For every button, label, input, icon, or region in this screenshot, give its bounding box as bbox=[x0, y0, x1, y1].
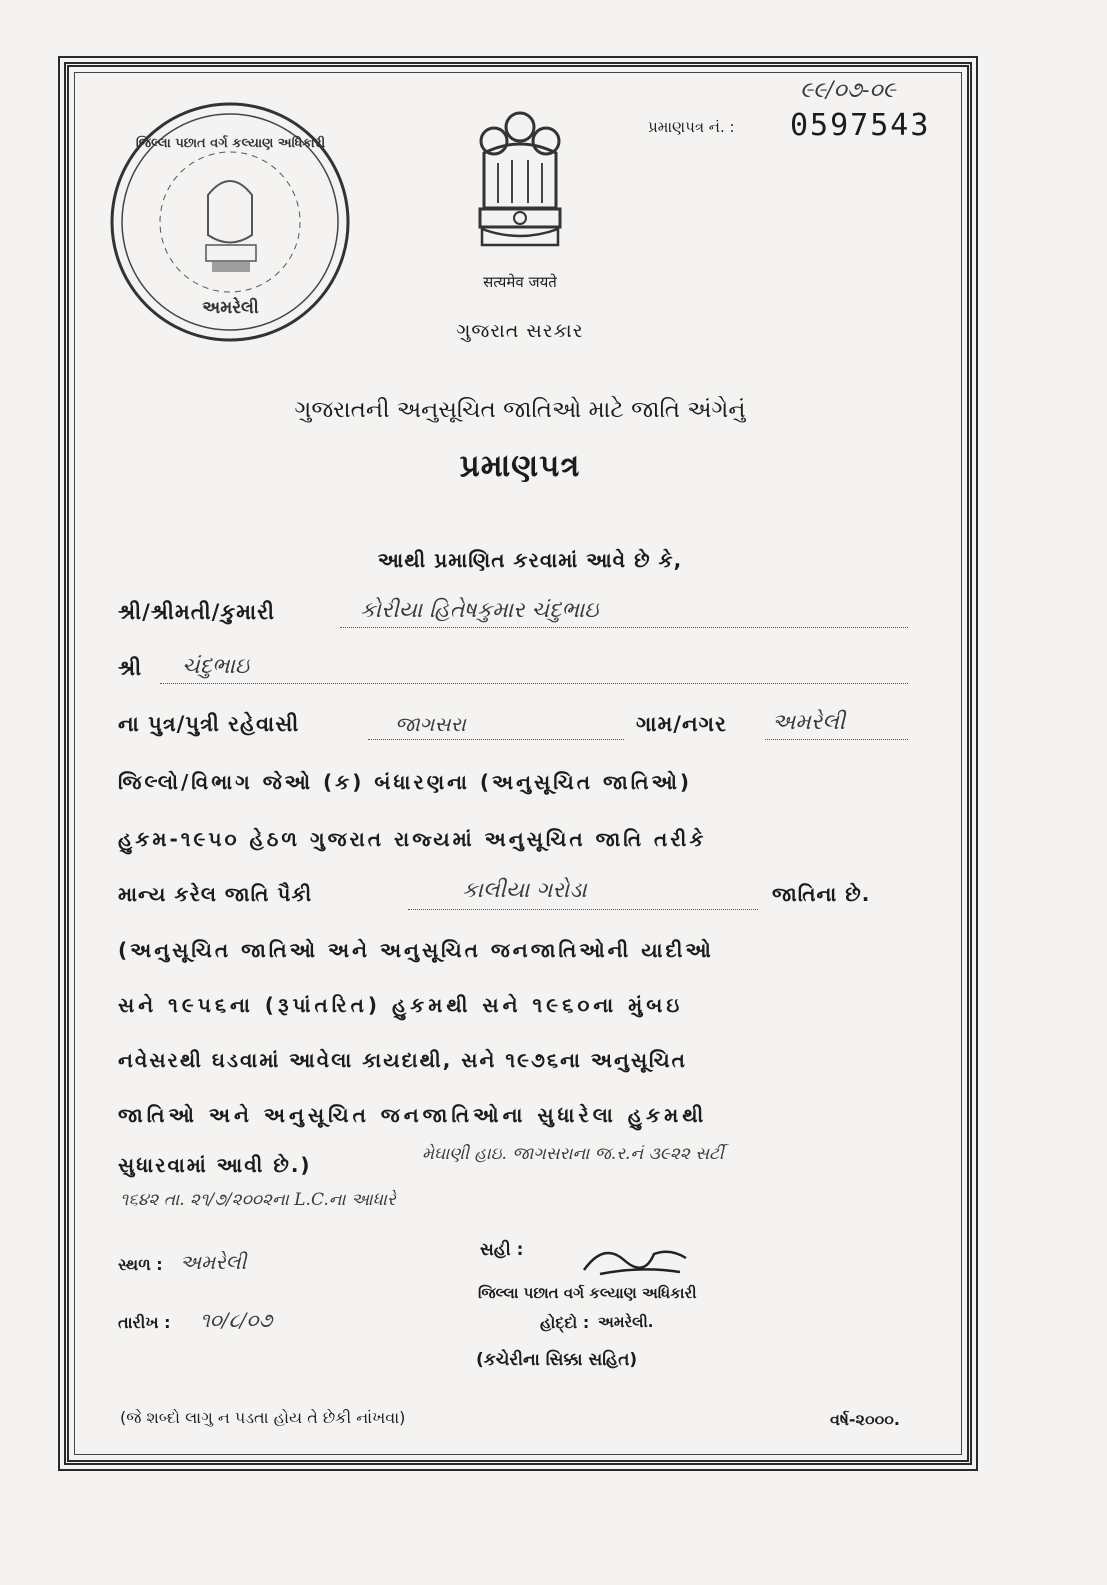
handwritten-note-2: ૧૬૪૨ તા. ૨૧/૭/૨૦૦૨ના L.C.ના આધારે bbox=[120, 1190, 396, 1210]
body-line-4: જિલ્લો/વિભાગ જેઓ (ક) બંધારણના (અનુસૂચિત જાતિઓ) bbox=[118, 770, 693, 794]
year: વર્ષ-૨૦૦૦. bbox=[830, 1410, 900, 1429]
village-label: ગામ/નગર bbox=[636, 712, 727, 736]
residence-value: જાગસરા bbox=[395, 712, 466, 736]
caste-label: માન્ય કરેલ જાતિ પૈકી bbox=[118, 882, 313, 906]
date-value: ૧૦/૮/૦૭ bbox=[200, 1308, 273, 1332]
signature-graphic bbox=[580, 1240, 690, 1282]
officer-title: જિલ્લા પછાત વર્ગ કલ્યાણ અધિકારી bbox=[478, 1284, 697, 1302]
post-label: હોદ્દો : bbox=[540, 1313, 590, 1332]
cert-no: 0597543 bbox=[790, 108, 931, 143]
body-line-10: જાતિઓ અને અનુસૂચિત જનજાતિઓના સુધારેલા હુકમથી bbox=[118, 1103, 708, 1127]
body-line-11: સુધારવામાં આવી છે.) bbox=[118, 1153, 312, 1177]
body-line-5: હુકમ-૧૯૫૦ હેઠળ ગુજરાત રાજ્યમાં અનુસૂચિત જાતિ તરીકે bbox=[118, 827, 707, 851]
date-label: તારીખ : bbox=[118, 1313, 171, 1332]
intro-line: આથી પ્રમાણિત કરવામાં આવે છે કે, bbox=[377, 548, 683, 572]
motto: सत्यमेव जयते bbox=[483, 273, 557, 291]
seal-text-bottom: અમરેલી bbox=[202, 298, 259, 318]
caste-value: કાલીયા ગરોડા bbox=[462, 878, 587, 903]
sign-label: સહી : bbox=[480, 1240, 524, 1260]
seal-note: (કચેરીના સિક્કા સહિત) bbox=[476, 1350, 638, 1370]
caste-suffix: જાતિના છે. bbox=[772, 882, 871, 906]
cert-no-handwritten: ૯૯/૦૭-૦૯ bbox=[800, 78, 896, 103]
national-emblem bbox=[470, 105, 570, 265]
father-label: શ્રી bbox=[118, 656, 143, 680]
cert-no-label: પ્રમાણપત્ર નં. : bbox=[648, 118, 735, 136]
caste-dotted-line bbox=[408, 909, 758, 910]
handwritten-note-1: મેઘાણી હાઇ. જાગસરાના જ.ર.નં ૩૯૨૨ સર્ટી bbox=[422, 1144, 724, 1164]
strike-note: (જે શબ્દો લાગુ ન પડતા હોય તે છેકી નાંખવા) bbox=[120, 1408, 406, 1427]
district-seal bbox=[108, 100, 353, 345]
village-dotted-line bbox=[765, 739, 908, 740]
father-dotted-line bbox=[160, 683, 908, 684]
village-value: અમરેલી bbox=[772, 710, 846, 735]
signature bbox=[580, 1240, 690, 1282]
child-label: ના પુત્ર/પુત્રી રહેવાસી bbox=[118, 712, 300, 736]
post-value: અમરેલી. bbox=[598, 1313, 654, 1331]
name-label: શ્રી/શ્રીમતી/કુમારી bbox=[118, 600, 275, 624]
body-line-9: નવેસરથી ઘડવામાં આવેલા કાયદાથી, સને ૧૯૭૬ના અનુસૂચિત bbox=[118, 1048, 687, 1072]
lion-capital-icon bbox=[470, 105, 570, 265]
name-value: કોરીયા હિતેષકુમાર ચંદુભાઇ bbox=[360, 598, 599, 623]
main-title: પ્રમાણપત્ર bbox=[459, 448, 581, 484]
father-value: ચંદુભાઇ bbox=[182, 654, 250, 679]
residence-dotted-line bbox=[368, 739, 624, 740]
subtitle: ગુજરાતની અનુસૂચિત જાતિઓ માટે જાતિ અંગેનું bbox=[294, 397, 746, 423]
seal-text-top: જિલ્લા પછાત વર્ગ કલ્યાણ અધિકારી bbox=[135, 136, 326, 151]
body-line-8: સને ૧૯૫૬ના (રૂપાંતરિત) હુકમથી સને ૧૯૬૦ના મુંબઇ bbox=[118, 993, 684, 1017]
place-value: અમરેલી bbox=[180, 1250, 247, 1274]
government-name: ગુજરાત સરકાર bbox=[456, 320, 584, 342]
name-dotted-line bbox=[340, 627, 908, 628]
place-label: સ્થળ : bbox=[118, 1255, 163, 1274]
body-line-7: (અનુસૂચિત જાતિઓ અને અનુસૂચિત જનજાતિઓની યાદીઓ bbox=[118, 938, 714, 962]
